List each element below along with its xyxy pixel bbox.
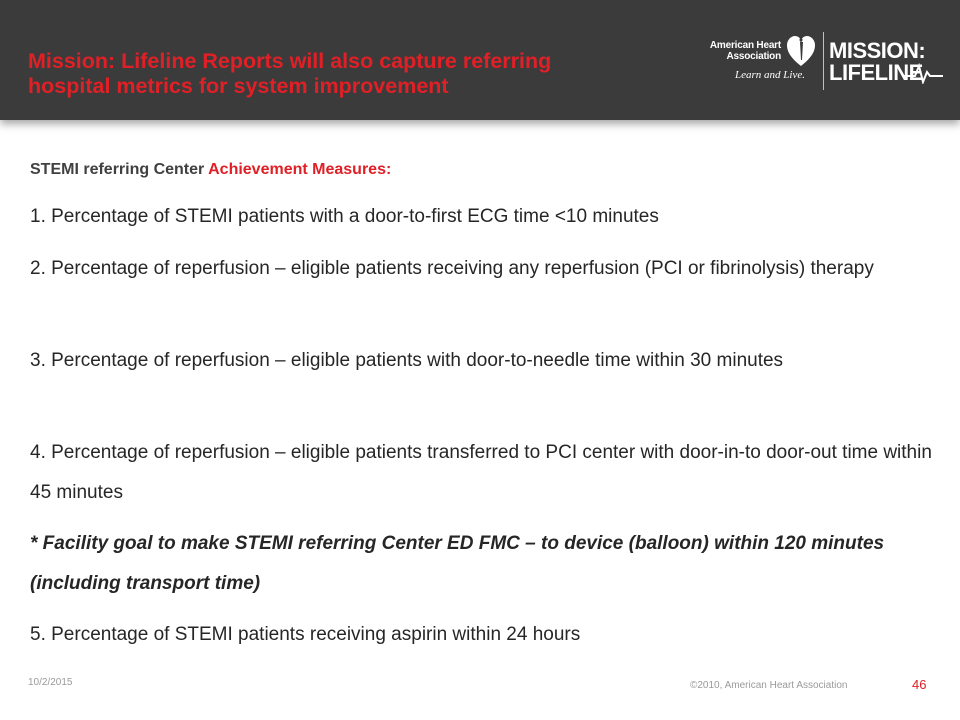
footer-date: 10/2/2015 [28,677,73,688]
subhead-accent: Achievement Measures: [208,161,392,178]
facility-goal-note: * Facility goal to make STEMI referring Center ED FMC – to device (balloon) within 120 minutes (including transport time) [30,533,885,594]
slide-title-line-2: hospital metrics for system improvement [28,74,449,98]
measure-item-5: 5. Percentage of STEMI patients receiving aspirin within 24 hours [30,624,581,645]
aha-logo-name-line-2: Association [726,51,781,62]
aha-logo-tagline: Learn and Live. [735,69,805,81]
mission-logo-line-1: MISSION: [829,38,926,63]
ekg-line-icon [903,62,943,84]
logo-group [695,32,945,92]
measure-item-1: 1. Percentage of STEMI patients with a door-to-first ECG time <10 minutes [30,206,659,227]
subhead-prefix: STEMI referring Center [30,161,209,178]
mission-logo-line-2: LIFELINE [829,60,923,85]
aha-logo-name-line-1: American Heart [709,40,781,51]
slide-title [28,49,688,99]
heart-torch-icon [785,34,817,68]
measure-item-3: 3. Percentage of reperfusion – eligible patients with door-to-needle time within 30 minutes [30,350,784,371]
logo-divider [823,32,824,90]
achievement-measures-heading [30,161,391,179]
page-number: 46 [912,677,927,692]
slide-title-line-1: Mission: Lifeline Reports will also capture referring [28,49,552,73]
aha-logo-name [695,40,781,62]
measure-item-4: 4. Percentage of reperfusion – eligible patients transferred to PCI center with door-in-to door-out time within 45 minutes [30,442,932,503]
slide-header [0,0,960,120]
footer-copyright: ©2010, American Heart Association [690,680,848,691]
measure-item-2: 2. Percentage of reperfusion – eligible patients receiving any reperfusion (PCI or fibrinolysis) therapy [30,258,874,279]
